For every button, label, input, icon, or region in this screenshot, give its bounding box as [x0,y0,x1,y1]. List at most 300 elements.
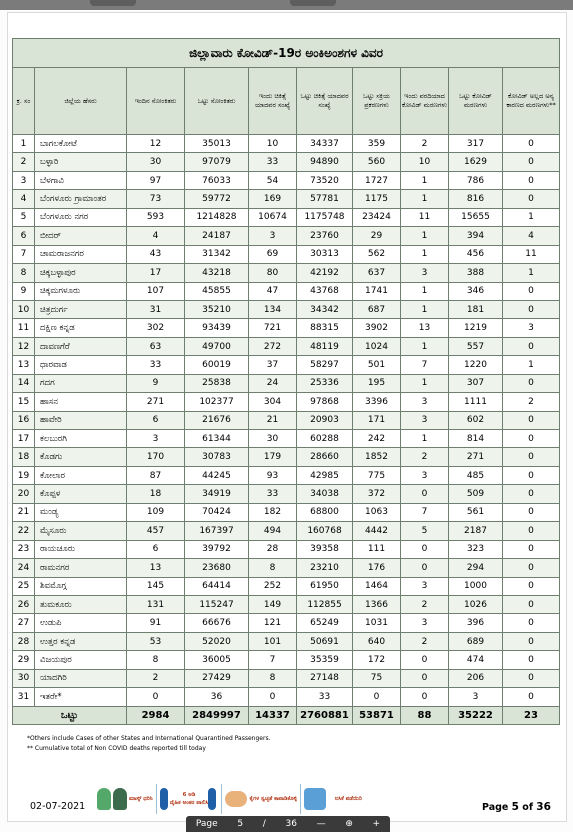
value-cell: 30 [127,153,185,171]
value-cell: 0 [503,300,560,318]
value-cell: 0 [503,430,560,448]
value-cell: 87 [127,466,185,484]
value-cell: 1063 [353,503,401,521]
column-header: ಇಂದಿನ ಸೋಂಕಿತರು [127,68,185,135]
value-cell: 171 [353,411,401,429]
total-value: 2760881 [297,706,353,724]
value-cell: 39792 [185,540,249,558]
value-cell: 593 [127,208,185,226]
district-name-cell: ಬಳ್ಳಾರಿ [35,153,127,171]
serial-cell: 7 [13,245,35,263]
district-name-cell: ಧಾರವಾಡ [35,356,127,374]
value-cell: 4 [503,227,560,245]
footnote-non-covid: ** Cumulative total of Non COVID deaths reported till today [27,745,206,752]
district-name-cell: ಕೊಡಗು [35,448,127,466]
serial-cell: 5 [13,208,35,226]
value-cell: 1026 [449,595,503,613]
value-cell: 1 [401,171,449,189]
value-cell: 54 [249,171,297,189]
value-cell: 23760 [297,227,353,245]
value-cell: 640 [353,632,401,650]
value-cell: 359 [353,135,401,153]
district-name-cell: ಚಿಕ್ಕಮಗಳೂರು [35,282,127,300]
value-cell: 0 [503,282,560,300]
value-cell: 272 [249,337,297,355]
value-cell: 3 [249,227,297,245]
value-cell: 160768 [297,522,353,540]
serial-cell: 1 [13,135,35,153]
value-cell: 396 [449,614,503,632]
value-cell: 2187 [449,522,503,540]
value-cell: 33 [127,356,185,374]
serial-cell: 29 [13,651,35,669]
value-cell: 2 [401,135,449,153]
value-cell: 689 [449,632,503,650]
table-row [13,632,560,650]
district-name-cell: ಚಾಮರಾಜನಗರ [35,245,127,263]
value-cell: 149 [249,595,297,613]
table-row [13,227,560,245]
table-row [13,319,560,337]
zoom-in-button[interactable]: + [372,819,381,829]
value-cell: 1 [503,356,560,374]
value-cell: 1024 [353,337,401,355]
value-cell: 3 [401,466,449,484]
serial-cell: 31 [13,688,35,706]
value-cell: 31342 [185,245,249,263]
value-cell: 560 [353,153,401,171]
total-value: 23 [503,706,560,724]
value-cell: 1 [401,300,449,318]
banner-mask-section [94,784,157,814]
value-cell: 6 [127,411,185,429]
value-cell: 5 [401,522,449,540]
serial-cell: 22 [13,522,35,540]
district-name-cell: ಉತ್ತರ ಕನ್ನಡ [35,632,127,650]
table-row [13,503,560,521]
value-cell: 1 [503,208,560,226]
value-cell: 474 [449,651,503,669]
value-cell: 1214828 [185,208,249,226]
value-cell: 13 [127,559,185,577]
value-cell: 0 [401,485,449,503]
value-cell: 3 [503,319,560,337]
window-top-bar [0,0,573,10]
serial-cell: 4 [13,190,35,208]
value-cell: 30 [249,430,297,448]
value-cell: 179 [249,448,297,466]
value-cell: 169 [249,190,297,208]
total-value: 2984 [127,706,185,724]
value-cell: 13 [401,319,449,337]
table-row [13,393,560,411]
value-cell: 7 [401,503,449,521]
value-cell: 3 [127,430,185,448]
district-name-cell: ತುಮಕೂರು [35,595,127,613]
value-cell: 372 [353,485,401,503]
value-cell: 0 [503,171,560,189]
value-cell: 17 [127,264,185,282]
value-cell: 58297 [297,356,353,374]
serial-cell: 17 [13,430,35,448]
value-cell: 3902 [353,319,401,337]
zoom-icon[interactable]: ⊕ [345,819,353,829]
value-cell: 721 [249,319,297,337]
table-row [13,466,560,484]
serial-cell: 13 [13,356,35,374]
district-name-cell: ಗದಗ [35,374,127,392]
value-cell: 775 [353,466,401,484]
banner-distance-section [157,784,223,814]
banner-handwash-text: ಕೈಗಳ ಸ್ವಚ್ಛತೆ ಕಾಪಾಡಿಕೊಳ್ಳಿ [249,796,298,802]
district-name-cell: ಕೊಪ್ಪಳ [35,485,127,503]
viewer-page-sep: / [262,819,266,829]
total-value: 14337 [249,706,297,724]
value-cell: 52020 [185,632,249,650]
value-cell: 602 [449,411,503,429]
value-cell: 61950 [297,577,353,595]
table-row [13,135,560,153]
handwash-icon [225,791,247,807]
value-cell: 28 [249,540,297,558]
district-name-cell: ಚಿತ್ರದುರ್ಗ [35,300,127,318]
value-cell: 109 [127,503,185,521]
total-value: 2849997 [185,706,249,724]
value-cell: 3 [401,393,449,411]
value-cell: 49700 [185,337,249,355]
value-cell: 317 [449,135,503,153]
table-row [13,448,560,466]
distance-label: ದೈಹಿಕ ಅಂತರ ಪಾಲಿಸಿ [169,800,209,806]
total-row [13,706,560,724]
value-cell: 1175 [353,190,401,208]
district-name-cell: ಬೀದರ್ [35,227,127,245]
column-header: ಒಟ್ಟು ಕೋವಿಡ್ ಮರಣಗಳು [449,68,503,135]
value-cell: 1000 [449,577,503,595]
serial-cell: 14 [13,374,35,392]
value-cell: 23210 [297,559,353,577]
district-name-cell: ಬಾಗಲಕೋಟೆ [35,135,127,153]
value-cell: 66676 [185,614,249,632]
value-cell: 24187 [185,227,249,245]
value-cell: 93 [249,466,297,484]
value-cell: 34342 [297,300,353,318]
district-name-cell: ಶಿವಮೊಗ್ಗ [35,577,127,595]
serial-cell: 15 [13,393,35,411]
page-number [482,801,551,813]
value-cell: 8 [249,559,297,577]
value-cell: 10 [401,153,449,171]
value-cell: 0 [401,559,449,577]
value-cell: 3 [401,411,449,429]
serial-cell: 26 [13,595,35,613]
value-cell: 50691 [297,632,353,650]
value-cell: 271 [127,393,185,411]
value-cell: 0 [503,595,560,613]
value-cell: 0 [503,337,560,355]
value-cell: 10674 [249,208,297,226]
value-cell: 1175748 [297,208,353,226]
table-row [13,577,560,595]
value-cell: 167397 [185,522,249,540]
viewer-page-input[interactable]: 5 [237,819,244,829]
value-cell: 44245 [185,466,249,484]
value-cell: 15655 [449,208,503,226]
value-cell: 31 [127,300,185,318]
value-cell: 134 [249,300,297,318]
footnote-others: *Others include Cases of other States and International Quarantined Passengers. [27,735,271,742]
value-cell: 70424 [185,503,249,521]
value-cell: 271 [449,448,503,466]
table-body [13,135,560,725]
value-cell: 6 [127,540,185,558]
banner-handwash-section [222,784,301,814]
table-row [13,411,560,429]
zoom-out-button[interactable]: — [316,819,326,829]
value-cell: 8 [249,669,297,687]
district-name-cell: ಕಲಬುರಗಿ [35,430,127,448]
value-cell: 1 [503,264,560,282]
value-cell: 27429 [185,669,249,687]
table-row [13,356,560,374]
table-row [13,300,560,318]
vaccine-icon [304,788,326,810]
value-cell: 42985 [297,466,353,484]
value-cell: 2 [401,632,449,650]
value-cell: 25838 [185,374,249,392]
value-cell: 323 [449,540,503,558]
tab-segment [290,0,336,6]
value-cell: 294 [449,559,503,577]
column-header: ಒಟ್ಟು ಸೋಂಕಿತರು [185,68,249,135]
value-cell: 21 [249,411,297,429]
value-cell: 4442 [353,522,401,540]
value-cell: 34038 [297,485,353,503]
district-covid-table [12,38,560,725]
value-cell: 195 [353,374,401,392]
value-cell: 24 [249,374,297,392]
district-name-cell: ಹಾವೇರಿ [35,411,127,429]
value-cell: 64414 [185,577,249,595]
serial-cell: 10 [13,300,35,318]
value-cell: 1741 [353,282,401,300]
serial-cell: 12 [13,337,35,355]
value-cell: 637 [353,264,401,282]
value-cell: 172 [353,651,401,669]
district-name-cell: ಕೋಲಾರ [35,466,127,484]
value-cell: 3 [401,614,449,632]
value-cell: 60288 [297,430,353,448]
value-cell: 23680 [185,559,249,577]
serial-cell: 2 [13,153,35,171]
value-cell: 0 [503,522,560,540]
table-row [13,208,560,226]
table-row [13,282,560,300]
district-name-cell: ಬೆಂಗಳೂರು ಗ್ರಾಮಾಂತರ [35,190,127,208]
district-name-cell: ರಾಯಚೂರು [35,540,127,558]
value-cell: 23424 [353,208,401,226]
value-cell: 27148 [297,669,353,687]
value-cell: 1 [401,245,449,263]
banner-mask-text: ಮಾಸ್ಕ್ ಧರಿಸಿ [129,796,153,802]
column-header: ಕ್ರ. ಸಂ [13,68,35,135]
total-value: 35222 [449,706,503,724]
value-cell: 302 [127,319,185,337]
value-cell: 0 [503,135,560,153]
district-name-cell: ದಕ್ಷಿಣ ಕನ್ನಡ [35,319,127,337]
value-cell: 0 [503,632,560,650]
value-cell: 0 [503,411,560,429]
value-cell: 562 [353,245,401,263]
value-cell: 7 [401,356,449,374]
table-row [13,190,560,208]
serial-cell: 6 [13,227,35,245]
value-cell: 456 [449,245,503,263]
distance-value: 6 ಅಡಿ [182,792,196,798]
value-cell: 2 [127,669,185,687]
value-cell: 107 [127,282,185,300]
value-cell: 494 [249,522,297,540]
value-cell: 1 [401,374,449,392]
table-row [13,153,560,171]
serial-cell: 3 [13,171,35,189]
value-cell: 21676 [185,411,249,429]
value-cell: 65249 [297,614,353,632]
table-row [13,651,560,669]
value-cell: 47 [249,282,297,300]
value-cell: 814 [449,430,503,448]
column-header: ಕೋವಿಡ್ ಅಲ್ಲದ ಅನ್ಯ ಕಾರಣದ ಮರಣಗಳು** [503,68,560,135]
value-cell: 97 [127,171,185,189]
table-row [13,614,560,632]
value-cell: 94890 [297,153,353,171]
value-cell: 0 [401,688,449,706]
total-label: ಒಟ್ಟು [13,706,127,724]
serial-cell: 21 [13,503,35,521]
serial-cell: 24 [13,559,35,577]
value-cell: 145 [127,577,185,595]
value-cell: 176 [353,559,401,577]
value-cell: 0 [353,688,401,706]
person-icon [208,788,216,810]
value-cell: 394 [449,227,503,245]
value-cell: 0 [503,448,560,466]
value-cell: 0 [503,374,560,392]
value-cell: 76033 [185,171,249,189]
value-cell: 34919 [185,485,249,503]
value-cell: 0 [127,688,185,706]
value-cell: 252 [249,577,297,595]
value-cell: 73520 [297,171,353,189]
value-cell: 37 [249,356,297,374]
table-row [13,337,560,355]
value-cell: 43768 [297,282,353,300]
column-header: ಇಂದು ಚಿಕಿತ್ಸೆ ಯಾದವರ ಸಂಖ್ಯೆ [249,68,297,135]
awareness-banner [94,782,466,816]
value-cell: 2 [503,393,560,411]
value-cell: 112855 [297,595,353,613]
value-cell: 3396 [353,393,401,411]
value-cell: 69 [249,245,297,263]
value-cell: 42192 [297,264,353,282]
value-cell: 59772 [185,190,249,208]
value-cell: 0 [503,503,560,521]
banner-vaccine-section [301,784,371,814]
value-cell: 242 [353,430,401,448]
value-cell: 170 [127,448,185,466]
value-cell: 816 [449,190,503,208]
table-row [13,595,560,613]
column-header: ಒಟ್ಟು ಸಕ್ರಿಯ ಪ್ರಕರಣಗಳು [353,68,401,135]
value-cell: 91 [127,614,185,632]
value-cell: 0 [503,559,560,577]
value-cell: 2 [401,595,449,613]
value-cell: 61344 [185,430,249,448]
value-cell: 111 [353,540,401,558]
district-name-cell: ದಾವಣಗೆರೆ [35,337,127,355]
value-cell: 75 [353,669,401,687]
district-name-cell: ಇತರೇ* [35,688,127,706]
value-cell: 0 [503,651,560,669]
page-sep: of [518,802,537,813]
value-cell: 30313 [297,245,353,263]
person-icon [160,788,168,810]
value-cell: 346 [449,282,503,300]
serial-cell: 18 [13,448,35,466]
value-cell: 20903 [297,411,353,429]
value-cell: 11 [503,245,560,263]
pdf-viewer-toolbar [186,816,390,832]
banner-vaccine-text: ಲಸಿಕೆ ಪಡೆಯಿರಿ [334,796,362,802]
serial-cell: 30 [13,669,35,687]
value-cell: 35013 [185,135,249,153]
value-cell: 1031 [353,614,401,632]
value-cell: 1 [401,190,449,208]
value-cell: 12 [127,135,185,153]
value-cell: 131 [127,595,185,613]
district-name-cell: ಹಾಸನ [35,393,127,411]
value-cell: 68800 [297,503,353,521]
value-cell: 88315 [297,319,353,337]
district-name-cell: ಚಿಕ್ಕಬಳ್ಳಾಪುರ [35,264,127,282]
page-prefix: Page [482,802,512,813]
serial-cell: 19 [13,466,35,484]
value-cell: 93439 [185,319,249,337]
value-cell: 557 [449,337,503,355]
value-cell: 115247 [185,595,249,613]
table-row [13,540,560,558]
value-cell: 36 [185,688,249,706]
value-cell: 3 [449,688,503,706]
table-row [13,245,560,263]
value-cell: 29 [353,227,401,245]
value-cell: 786 [449,171,503,189]
value-cell: 25336 [297,374,353,392]
value-cell: 1219 [449,319,503,337]
footnotes [27,734,270,754]
value-cell: 35359 [297,651,353,669]
value-cell: 0 [503,153,560,171]
table-row [13,485,560,503]
value-cell: 33 [249,485,297,503]
value-cell: 102377 [185,393,249,411]
value-cell: 0 [401,651,449,669]
value-cell: 1366 [353,595,401,613]
report-date: 02-07-2021 [30,801,86,812]
value-cell: 80 [249,264,297,282]
mask-person-icon [113,788,127,810]
value-cell: 1 [401,282,449,300]
